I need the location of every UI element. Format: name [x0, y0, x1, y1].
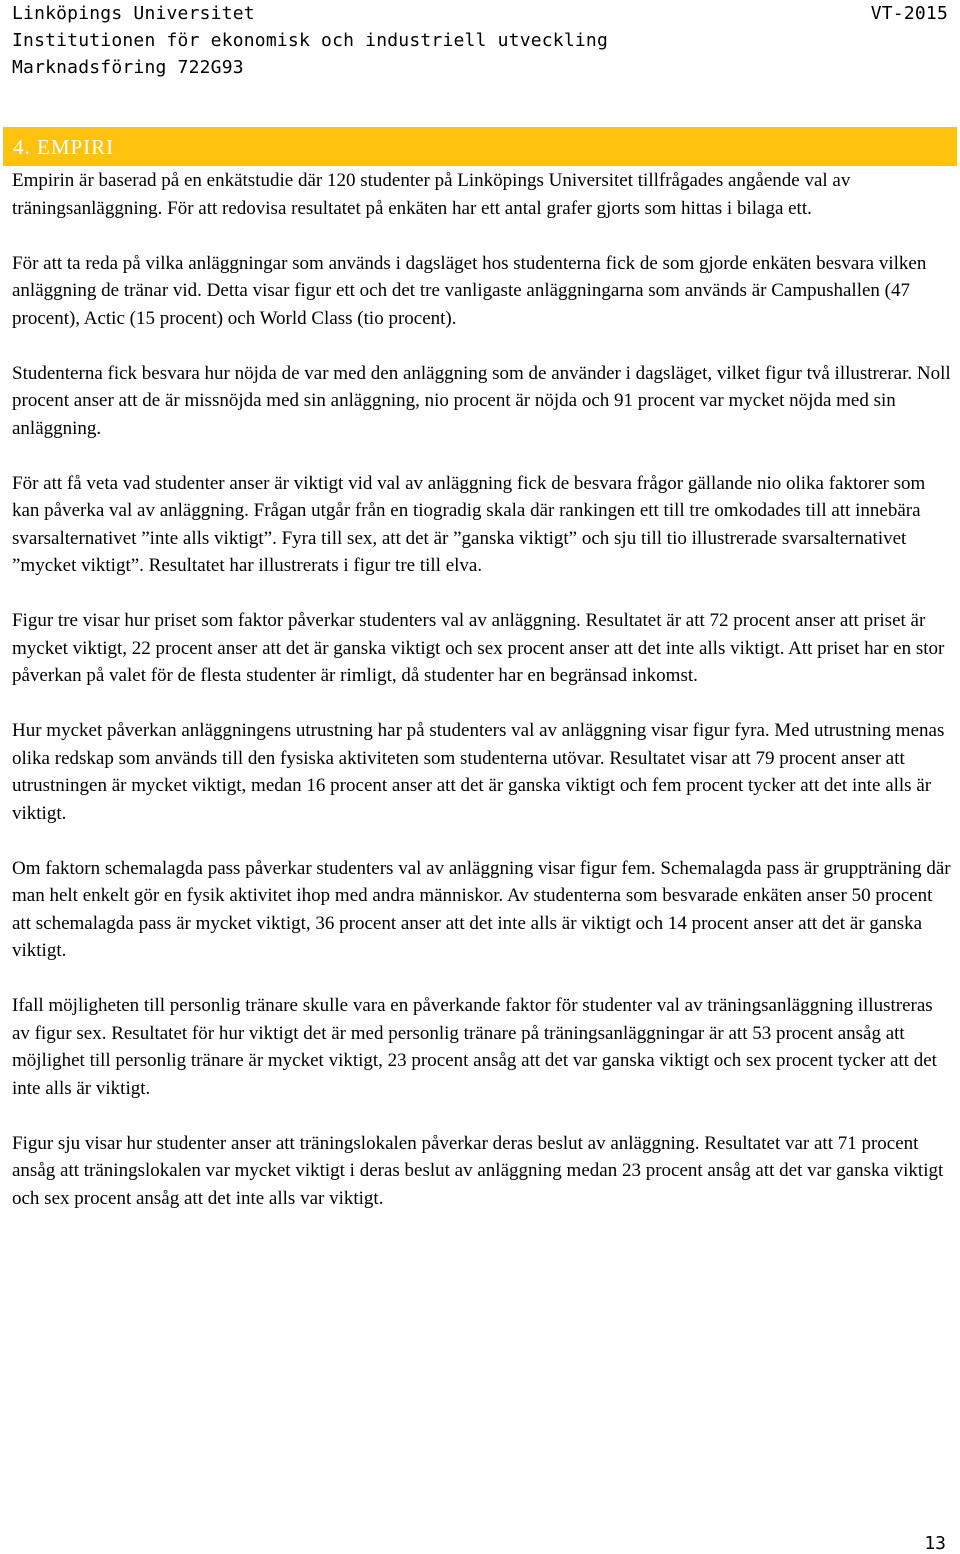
document-body [12, 167, 952, 1240]
paragraph-satisfaction: Studenterna fick besvara hur nöjda de var med den anläggning som de använder i dagsläget, vilket figur två illustrerar. Noll procent anser att de är missnöjda med sin anläggning, nio procent är nöjda och 91 procent var mycket nöjda med sin anläggning. [12, 362, 951, 439]
section-heading-bar [3, 127, 957, 166]
section-title: 4. EMPIRI [13, 135, 115, 159]
department-name: Institutionen för ekonomisk och industriell utveckling [12, 30, 608, 51]
course-name: Marknadsföring 722G93 [12, 57, 244, 78]
university-name: Linköpings Universitet [12, 3, 255, 24]
paragraph-factors: För att få veta vad studenter anser är viktigt vid val av anläggning fick de besvara frågor gällande nio olika faktorer som kan påverka val av anläggning. Frågan utgår från en tiogradig skala där rankingen ett till tre omkodades till att innebära svarsalternativet ”inte alls viktigt”. Fyra till sex, att det är ”ganska viktigt” och sju till tio illustrerade svarsalternativet ”mycket viktigt”. Resultatet har illustrerats i figur tre till elva. [12, 472, 926, 576]
page-number: 13 [924, 1533, 946, 1554]
paragraph-price: Figur tre visar hur priset som faktor påverkar studenters val av anläggning. Resultatet är att 72 procent anser att priset är mycket viktigt, 22 procent anser att det är ganska viktigt och sex procent anser att det inte alls viktigt. Att priset har en stor påverkan på valet för de flesta studenter är rimligt, då studenter har en begränsad inkomst. [12, 610, 945, 686]
paragraph-personal-trainer: Ifall möjligheten till personlig tränare skulle vara en påverkande faktor för studenter val av träningsanläggning illustreras av figur sex. Resultatet för hur viktigt det är med personlig tränare på träningsanläggningar är att 53 procent ansåg att möjlighet till personlig tränare är mycket viktigt, 23 procent ansåg att det var ganska viktigt och sex procent tycker att det inte alls är viktigt. [12, 995, 937, 1099]
page-header [12, 0, 948, 81]
paragraph-intro: Empirin är baserad på en enkätstudie där 120 studenter på Linköpings Universitet tillfrågades angående val av träningsanläggning. För att redovisa resultatet på enkäten har ett antal grafer gjorts som hittas i bilaga ett. [12, 170, 851, 219]
paragraph-facilities: För att ta reda på vilka anläggningar som används i dagsläget hos studenterna fick de som gjorde enkäten besvara vilken anläggning de tränar vid. Detta visar figur ett och det tre vanligaste anläggningarna som används är Campushallen (47 procent), Actic (15 procent) och World Class (tio procent). [12, 252, 927, 329]
paragraph-scheduled-classes: Om faktorn schemalagda pass påverkar studenters val av anläggning visar figur fem. Schemalagda pass är gruppträning där man helt enkelt gör en fysik aktivitet ihop med andra människor. Av studenterna som besvarade enkäten anser 50 procent att schemalagda pass är mycket viktigt, 36 procent anser att det inte alls är viktigt och 14 procent anser att det är ganska viktigt. [12, 857, 951, 961]
paragraph-equipment: Hur mycket påverkan anläggningens utrustning har på studenters val av anläggning visar figur fyra. Med utrustning menas olika redskap som används till den fysiska aktiviteten som studenterna utövar. Resultatet visar att 79 procent anser att utrustningen är mycket viktigt, medan 16 procent anser att det är ganska viktigt och fem procent tycker att det inte alls är viktigt. [12, 720, 945, 824]
term-label: VT-2015 [870, 3, 948, 24]
paragraph-training-premises: Figur sju visar hur studenter anser att träningslokalen påverkar deras beslut av anläggning. Resultatet var att 71 procent ansåg att träningslokalen var mycket viktigt i deras beslut av anläggning medan 23 procent ansåg att det var ganska viktigt och sex procent ansåg att det inte alls var viktigt. [12, 1132, 944, 1209]
